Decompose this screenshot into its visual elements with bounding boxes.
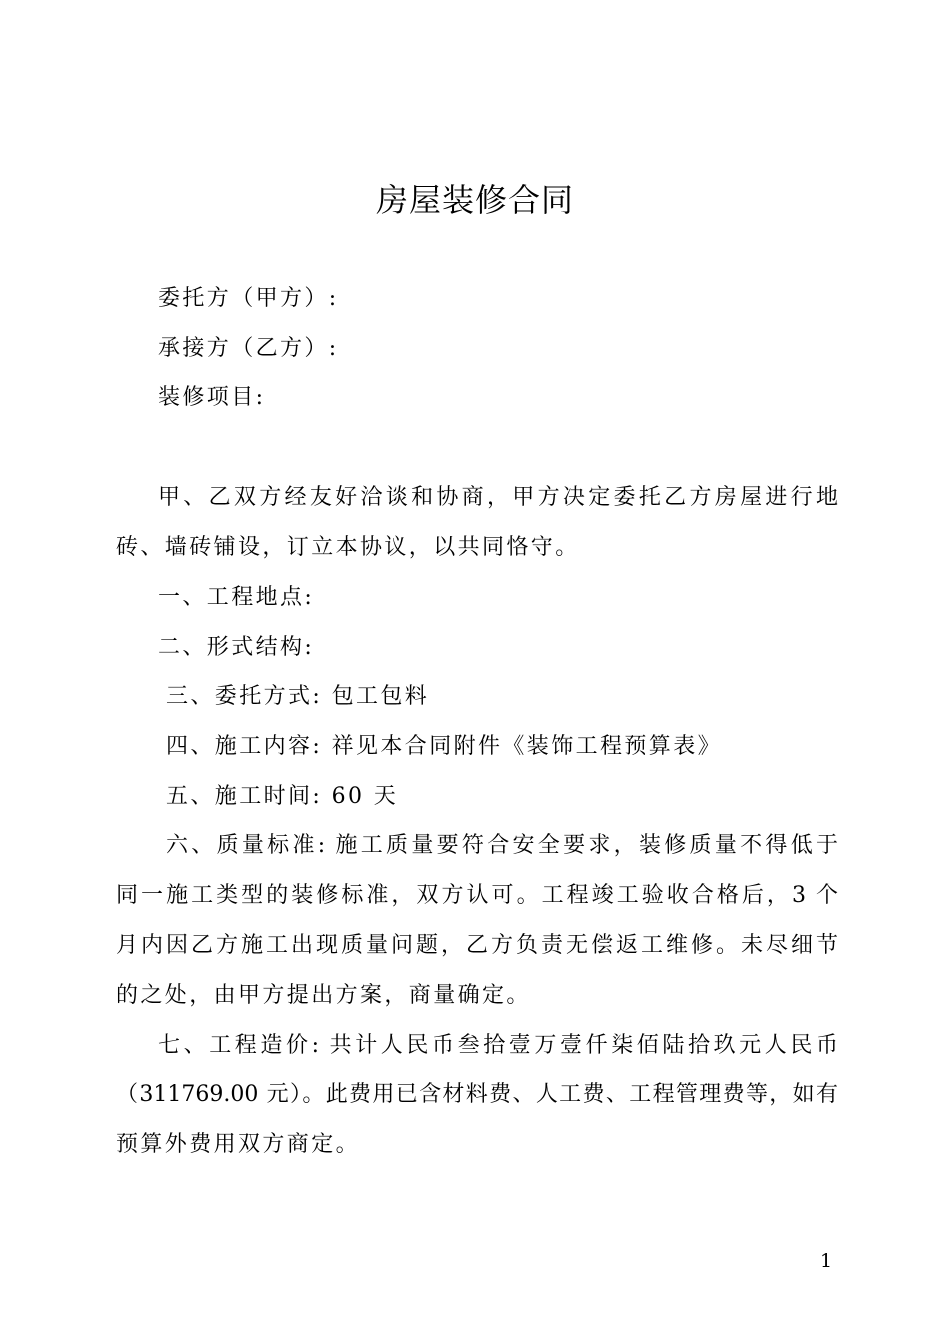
intro-paragraph-line: 甲、乙双方经友好洽谈和协商，甲方决定委托乙方房屋进行地 bbox=[158, 485, 838, 510]
clause-price-line: （311769.00 元）。此费用已含材料费、人工费、工程管理费等，如有 bbox=[116, 1082, 838, 1107]
clause-construction-content: 四、施工内容: 祥见本合同附件《装饰工程预算表》 bbox=[166, 734, 723, 759]
clause-quality-line: 月内因乙方施工出现质量问题，乙方负责无偿返工维修。未尽细节 bbox=[116, 933, 838, 958]
clause-quality-line: 的之处，由甲方提出方案，商量确定。 bbox=[116, 983, 531, 1008]
clause-quality-line: 六、质量标准: 施工质量要符合安全要求，装修质量不得低于 bbox=[166, 833, 838, 858]
clause-commission-method: 三、委托方式: 包工包料 bbox=[166, 684, 430, 709]
clause-price-line: 预算外费用双方商定。 bbox=[116, 1132, 361, 1157]
clause-location: 一、工程地点: bbox=[158, 585, 315, 610]
clause-price-line: 七、工程造价: 共计人民币叁拾壹万壹仟柒佰陆拾玖元人民币 bbox=[158, 1033, 838, 1058]
intro-paragraph-line: 砖、墙砖铺设，订立本协议，以共同恪守。 bbox=[116, 535, 580, 560]
clause-quality-line: 同一施工类型的装修标准，双方认可。工程竣工验收合格后，3 个 bbox=[116, 883, 838, 908]
page-number: 1 bbox=[820, 1250, 833, 1272]
page-title: 房屋装修合同 bbox=[375, 181, 574, 219]
client-party-label: 委托方（甲方）: bbox=[158, 286, 339, 311]
contractor-party-label: 承接方（乙方）: bbox=[158, 336, 339, 361]
project-label: 装修项目: bbox=[158, 385, 266, 410]
clause-structure: 二、形式结构: bbox=[158, 635, 315, 660]
clause-construction-time: 五、施工时间: 60 天 bbox=[166, 784, 399, 809]
